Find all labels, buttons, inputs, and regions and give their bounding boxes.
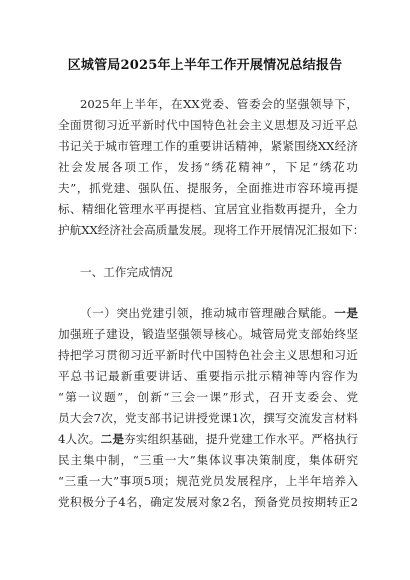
paragraph-line: 员大会7次，党支部书记讲授党课1次，撰写交流发言材料 xyxy=(58,411,358,425)
intro-line: 社会发展各项工作，发扬“绣花精神”，下足“绣花功 xyxy=(58,160,358,174)
subsection-heading: （一）突出党建引领，推动城市管理融合赋能。 xyxy=(80,306,335,320)
paragraph-line: 持把学习贯彻习近平新时代中国特色社会主义思想和习近 xyxy=(58,348,358,362)
intro-line: 标、精细化管理水平再提档、宜居宜业指数再提升，全力 xyxy=(58,202,358,216)
intro-line: 全面贯彻习近平新时代中国特色社会主义思想及习近平总 xyxy=(58,118,358,132)
document-title: 区城管局2025年上半年工作开展情况总结报告 xyxy=(67,58,343,73)
paragraph-line: “第一议题”，创新“三会一课”形式，召开支委会、党 xyxy=(58,390,358,404)
paragraph-line: 党积极分子4名，确定发展对象2名，预备党员按期转正2 xyxy=(58,495,358,509)
intro-line: 2025年上半年，在XX党委、管委会的坚强领导下， xyxy=(80,97,358,111)
paragraph-line: 民主集中制，“三重一大”集体议事决策制度，集体研究 xyxy=(58,453,358,467)
paragraph-line: 平总书记最新重要讲话、重要指示批示精神等内容作为 xyxy=(58,369,358,383)
paragraph-text: 4人次。 xyxy=(58,432,101,446)
emphasis-text: 二是 xyxy=(100,432,125,446)
section-heading: 一、工作完成情况 xyxy=(80,265,173,279)
intro-line: 护航XX经济社会高质量发展。现将工作开展情况汇报如下： xyxy=(58,223,365,237)
emphasis-text: 一是 xyxy=(334,306,358,320)
paragraph-line: 加强班子建设，锻造坚强领导核心。城管局党支部始终坚 xyxy=(58,327,358,341)
intro-line: 夫”，抓党建、强队伍、提服务，全面推进市容环境再提 xyxy=(58,181,358,195)
paragraph-line xyxy=(80,306,358,320)
paragraph-line xyxy=(58,432,358,446)
paragraph-line: “三重一大”事项5项；规范党员发展程序，上半年培养入 xyxy=(58,474,358,488)
intro-line: 书记关于城市管理工作的重要讲话精神，紧紧围绕XX经济 xyxy=(58,139,358,153)
paragraph-text: 夯实组织基础，提升党建工作水平。严格执行 xyxy=(124,432,358,446)
